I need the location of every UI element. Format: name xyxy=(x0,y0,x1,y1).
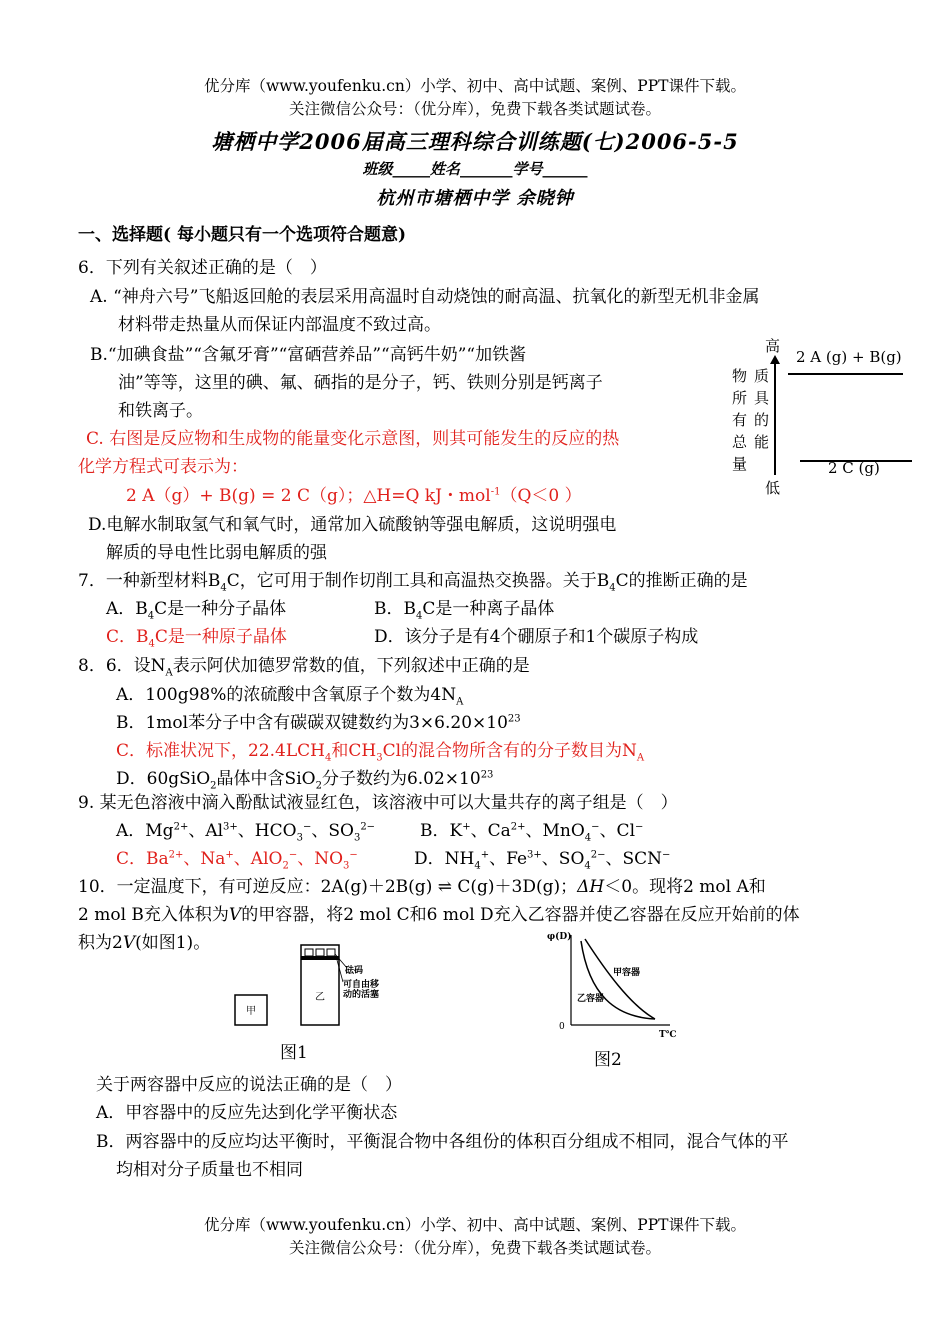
q8-option-b: B．1mol苯分子中含有碳碳双键数约为$3\times 6.20\times 10^{23}$ xyxy=(116,713,521,733)
energy-high-label: 高 xyxy=(765,337,781,355)
q6-option-c-line1: C. 右图是反应物和生成物的能量变化示意图，则其可能发生的反应的热 xyxy=(86,429,620,449)
q10-line1: 10．一定温度下，有可逆反应：2A(g)＋2B(g) ⇌ C(g)＋3D(g)；ΔH＜0。现将2 mol A和 xyxy=(78,877,766,897)
q6-option-d-line2: 解质的导电性比弱电解质的强 xyxy=(106,543,327,563)
q8-option-d: D．60gSiO$_2$晶体中含SiO$_2$分子数约为$6.02\times 10^{23}$ xyxy=(116,769,494,792)
piston-label-2: 动的活塞 xyxy=(343,990,380,1000)
energy-axis-label-col2: 质 具 的 能 xyxy=(754,367,770,451)
energy-axis-label-col1: 物 所 有 总 量 xyxy=(732,367,748,473)
q9-stem: 9. 某无色溶液中滴入酚酞试液显红色，该溶液中可以大量共存的离子组是（ ） xyxy=(78,793,678,813)
q8-stem: 8．6．设$N_A$表示阿伏加德罗常数的值，下列叙述中正确的是 xyxy=(78,656,530,679)
q6-option-c-line2: 化学方程式可表示为： xyxy=(78,457,248,477)
container-yi-label: 乙 xyxy=(315,992,325,1003)
weight-1 xyxy=(305,949,313,956)
q6-option-b-line3: 和铁离子。 xyxy=(118,401,203,421)
author-line: 杭州市塘栖中学 余晓钟 xyxy=(376,188,574,209)
q9-option-c: C．$Ba^{2+}$、Na+、AlO$_2$−、$NO_3^-$ xyxy=(116,849,358,872)
q8-option-a: A．100g98%的浓硫酸中含氧原子个数为$4N_A$ xyxy=(116,685,464,708)
q7-option-d: D．该分子是有4个硼原子和1个碳原子构成 xyxy=(374,627,699,647)
q10-option-b-line2: 均相对分子质量也不相同 xyxy=(116,1160,303,1180)
class-name-id-line: 班级_____姓名_______学号______ xyxy=(362,160,588,178)
piston-label-1: 可自由移 xyxy=(343,980,380,990)
q6-option-b-line1: B.“加碘食盐”“含氟牙膏”“富硒营养品”“高钙牛奶”“加铁酱 xyxy=(90,345,527,365)
footer-line-1: 优分库（www.youfenku.cn）小学、初中、高中试题、案例、PPT课件下载。 xyxy=(203,1216,747,1234)
container-jia-label: 甲 xyxy=(246,1006,256,1017)
curve-jia xyxy=(581,941,655,1019)
energy-diagram xyxy=(728,335,928,500)
q6-option-a-line2: 材料带走热量从而保证内部温度不致过高。 xyxy=(118,315,441,335)
figure-2 xyxy=(545,925,685,1040)
energy-axis-arrow xyxy=(770,355,780,364)
weight-label: 砝码 xyxy=(345,966,364,976)
figure-2-origin: 0 xyxy=(559,1022,565,1032)
weight-2 xyxy=(316,949,324,956)
piston xyxy=(301,956,339,960)
q6-option-c-equation: 2 A（g）+ B(g) = 2 C（g）；△H=Q kJ・mol$^{-1}$（Q＜0 ） xyxy=(126,486,582,506)
q7-option-c: C．$B_4C$是一种原子晶体 xyxy=(106,627,287,650)
figure-1 xyxy=(225,940,405,1040)
product-energy-label: 2 C (g) xyxy=(828,459,880,477)
header-line-1: 优分库（www.youfenku.cn）小学、初中、高中试题、案例、PPT课件下载。 xyxy=(203,77,747,95)
q10-line2: 2 mol B充入体积为V的甲容器，将2 mol C和6 mol D充入乙容器并使乙容器在反应开始前的体 xyxy=(78,905,800,925)
energy-low-label: 低 xyxy=(765,479,781,497)
curve-yi xyxy=(585,939,655,1019)
reactant-energy-label: 2 A (g) + B(g) xyxy=(796,348,902,366)
figure-2-y-label: φ(D) xyxy=(547,932,572,942)
q6-option-d-line1: D.电解水制取氢气和氧气时，通常加入硫酸钠等强电解质，这说明强电 xyxy=(88,515,617,535)
curve-jia-label: 甲容器 xyxy=(613,968,641,978)
q9-option-d: D．$NH_4^+$、$Fe^{3+}$、$SO_4^{2-}$、SCN− xyxy=(414,849,671,872)
footer-line-2: 关注微信公众号：（优分库），免费下载各类试题试卷。 xyxy=(288,1239,661,1257)
q10-option-b-line1: B．两容器中的反应均达平衡时，平衡混合物中各组份的体积百分组成不相同，混合气体的平 xyxy=(96,1132,789,1152)
q10-line3: 积为2V(如图1)。 xyxy=(78,933,211,953)
q9-option-b: B．K+、$Ca^{2+}$、MnO$_4$−、Cl− xyxy=(420,821,644,844)
reactant-energy-level xyxy=(788,373,903,375)
q6-option-b-line2: 油”等等，这里的碘、氟、硒指的是分子，钙、铁则分别是钙离子 xyxy=(118,373,603,393)
weight-3 xyxy=(327,949,335,956)
figure-2-caption: 图2 xyxy=(594,1050,622,1070)
q7-option-a: A．$B_4C$是一种分子晶体 xyxy=(106,599,287,622)
q6-option-a-line1: A. “神舟六号”飞船返回舱的表层采用高温时自动烧蚀的耐高温、抗氧化的新型无机非金属 xyxy=(90,287,760,307)
header-line-2: 关注微信公众号：（优分库），免费下载各类试题试卷。 xyxy=(288,100,661,118)
figure-1-caption: 图1 xyxy=(280,1043,308,1063)
q10-option-a: A．甲容器中的反应先达到化学平衡状态 xyxy=(96,1103,398,1123)
page-title: 塘栖中学2006届高三理科综合训练题(七)2006-5-5 xyxy=(211,129,739,154)
q7-option-b: B．$B_4C$是一种离子晶体 xyxy=(374,599,555,622)
q8-option-c: C．标准状况下，$22.4LCH_4$和$CH_3Cl$的混合物所含有的分子数目为$N_A$ xyxy=(116,741,645,764)
figure-2-x-label: T℃ xyxy=(659,1030,677,1040)
curve-yi-label: 乙容器 xyxy=(577,994,605,1004)
q6-stem: 6．下列有关叙述正确的是（ ） xyxy=(78,258,327,278)
q7-stem: 7．一种新型材料$B_4C$，它可用于制作切削工具和高温热交换器。关于$B_4C$的推断正确的是 xyxy=(78,571,748,594)
q9-option-a: A．$Mg^{2+}$、$Al^{3+}$、$HCO_3^-$、$SO_3^{2-}$ xyxy=(116,821,376,844)
energy-axis xyxy=(774,359,776,475)
q10-question: 关于两容器中反应的说法正确的是（ ） xyxy=(96,1075,402,1095)
section-heading: 一、选择题( 每小题只有一个选项符合题意) xyxy=(78,225,407,245)
